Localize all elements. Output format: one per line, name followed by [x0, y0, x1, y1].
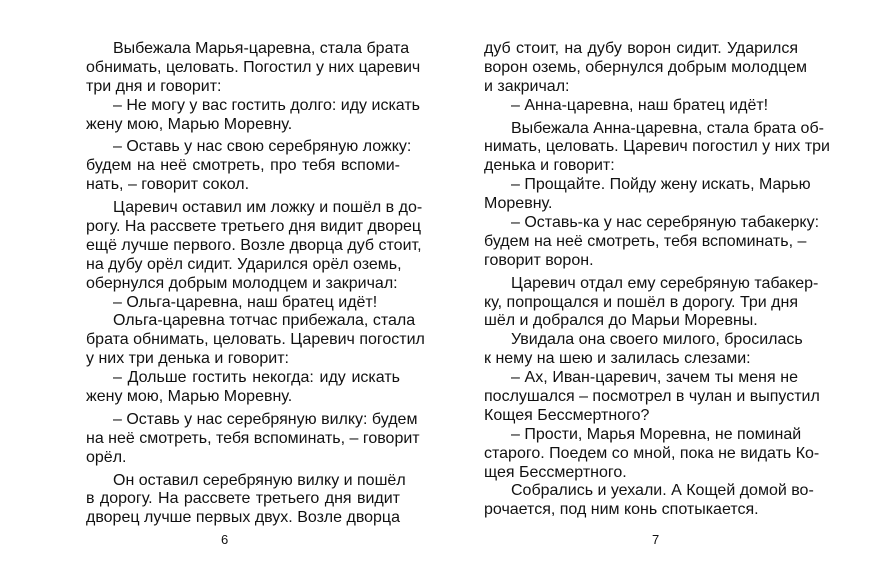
- text-line: – Анна-царевна, наш братец идёт!: [511, 96, 769, 114]
- page-number-left: 6: [221, 532, 229, 547]
- text-line: брата обнимать, целовать. Царевич погостил: [86, 331, 425, 349]
- text-line: ворон оземь, обернулся добрым молодцем: [484, 58, 807, 76]
- text-line: на неё смотреть, тебя вспоминать, – говорит: [86, 429, 420, 447]
- text-line: Он оставил серебряную вилку и пошёл: [113, 471, 406, 489]
- text-line: – Оставь у нас свою серебряную ложку:: [113, 138, 412, 156]
- text-line: к нему на шею и залилась слезами:: [484, 350, 751, 368]
- text-line: рочается, под ним конь спотыкается.: [484, 501, 759, 519]
- text-line: дуб стоит, на дубу ворон сидит. Ударился: [484, 40, 798, 57]
- text-line: Кощея Бессмертного?: [484, 406, 650, 424]
- text-line: – Не могу у вас гостить долго: иду искать: [113, 96, 420, 114]
- text-line: и закричал:: [484, 77, 570, 95]
- text-line: ку, попрощался и пошёл в дорогу. Три дня: [484, 293, 798, 311]
- text-line: у них три денька и говорит:: [86, 350, 289, 368]
- text-line: – Оставь-ка у нас серебряную табакерку:: [511, 214, 820, 232]
- text-line: – Прощайте. Пойду жену искать, Марью: [511, 176, 811, 194]
- text-line: будем на неё смотреть, про тебя вспоми-: [86, 157, 400, 175]
- text-line: три дня и говорит:: [86, 77, 222, 95]
- text-line: нать, – говорит сокол.: [86, 176, 250, 194]
- text-line: Выбежала Марья-царевна, стала брата: [113, 40, 410, 57]
- text-line: на дубу орёл сидит. Ударился орёл оземь,: [86, 255, 402, 273]
- text-line: обернулся добрым молодцем и закричал:: [86, 274, 398, 292]
- text-line: – Дольше гостить некогда: иду искать: [113, 369, 400, 387]
- text-line: Царевич оставил им ложку и пошёл в до-: [113, 199, 423, 217]
- page-number-right: 7: [652, 532, 660, 547]
- text-line: в дорогу. На рассвете третьего дня видит: [86, 490, 400, 508]
- text-line: ещё лучше первого. Возле дворца дуб стоит,: [86, 236, 422, 254]
- text-line: Собрались и уехали. А Кощей домой во-: [511, 482, 814, 500]
- text-line: орёл.: [86, 448, 127, 466]
- text-line: дворец лучше первых двух. Возле дворца: [86, 509, 400, 527]
- text-line: денька и говорит:: [484, 157, 615, 175]
- text-line: Увидала она своего милого, бросилась: [511, 331, 803, 349]
- text-line: – Прости, Марья Моревна, не поминай: [511, 425, 802, 443]
- text-line: старого. Поедем со мной, пока не видать Ко-: [484, 444, 820, 462]
- text-line: нимать, целовать. Царевич погостил у них три: [484, 138, 830, 156]
- text-line: Ольга-царевна тотчас прибежала, стала: [113, 312, 416, 330]
- left-page: [86, 40, 425, 528]
- text-line: – Ах, Иван-царевич, зачем ты меня не: [511, 369, 798, 387]
- text-line: – Оставь у нас серебряную вилку: будем: [113, 410, 418, 428]
- text-line: обнимать, целовать. Погостил у них царевич: [86, 58, 421, 76]
- text-line: рогу. На рассвете третьего дня видит дворец: [86, 218, 422, 236]
- text-line: шёл и добрался до Марьи Моревны.: [484, 312, 758, 330]
- text-line: будем на неё смотреть, тебя вспоминать, –: [484, 232, 807, 250]
- text-line: Царевич отдал ему серебряную табакер-: [511, 274, 819, 292]
- text-line: жену мою, Марью Моревну.: [86, 388, 293, 406]
- text-line: щея Бессмертного.: [484, 463, 627, 481]
- right-page: [484, 40, 830, 520]
- text-line: говорит ворон.: [484, 251, 594, 269]
- text-line: жену мою, Марью Моревну.: [86, 115, 293, 133]
- text-line: Выбежала Анна-царевна, стала брата об-: [511, 119, 824, 137]
- text-line: послушался – посмотрел в чулан и выпустил: [484, 388, 820, 406]
- text-line: – Ольга-царевна, наш братец идёт!: [113, 293, 378, 311]
- text-line: Моревну.: [484, 195, 553, 213]
